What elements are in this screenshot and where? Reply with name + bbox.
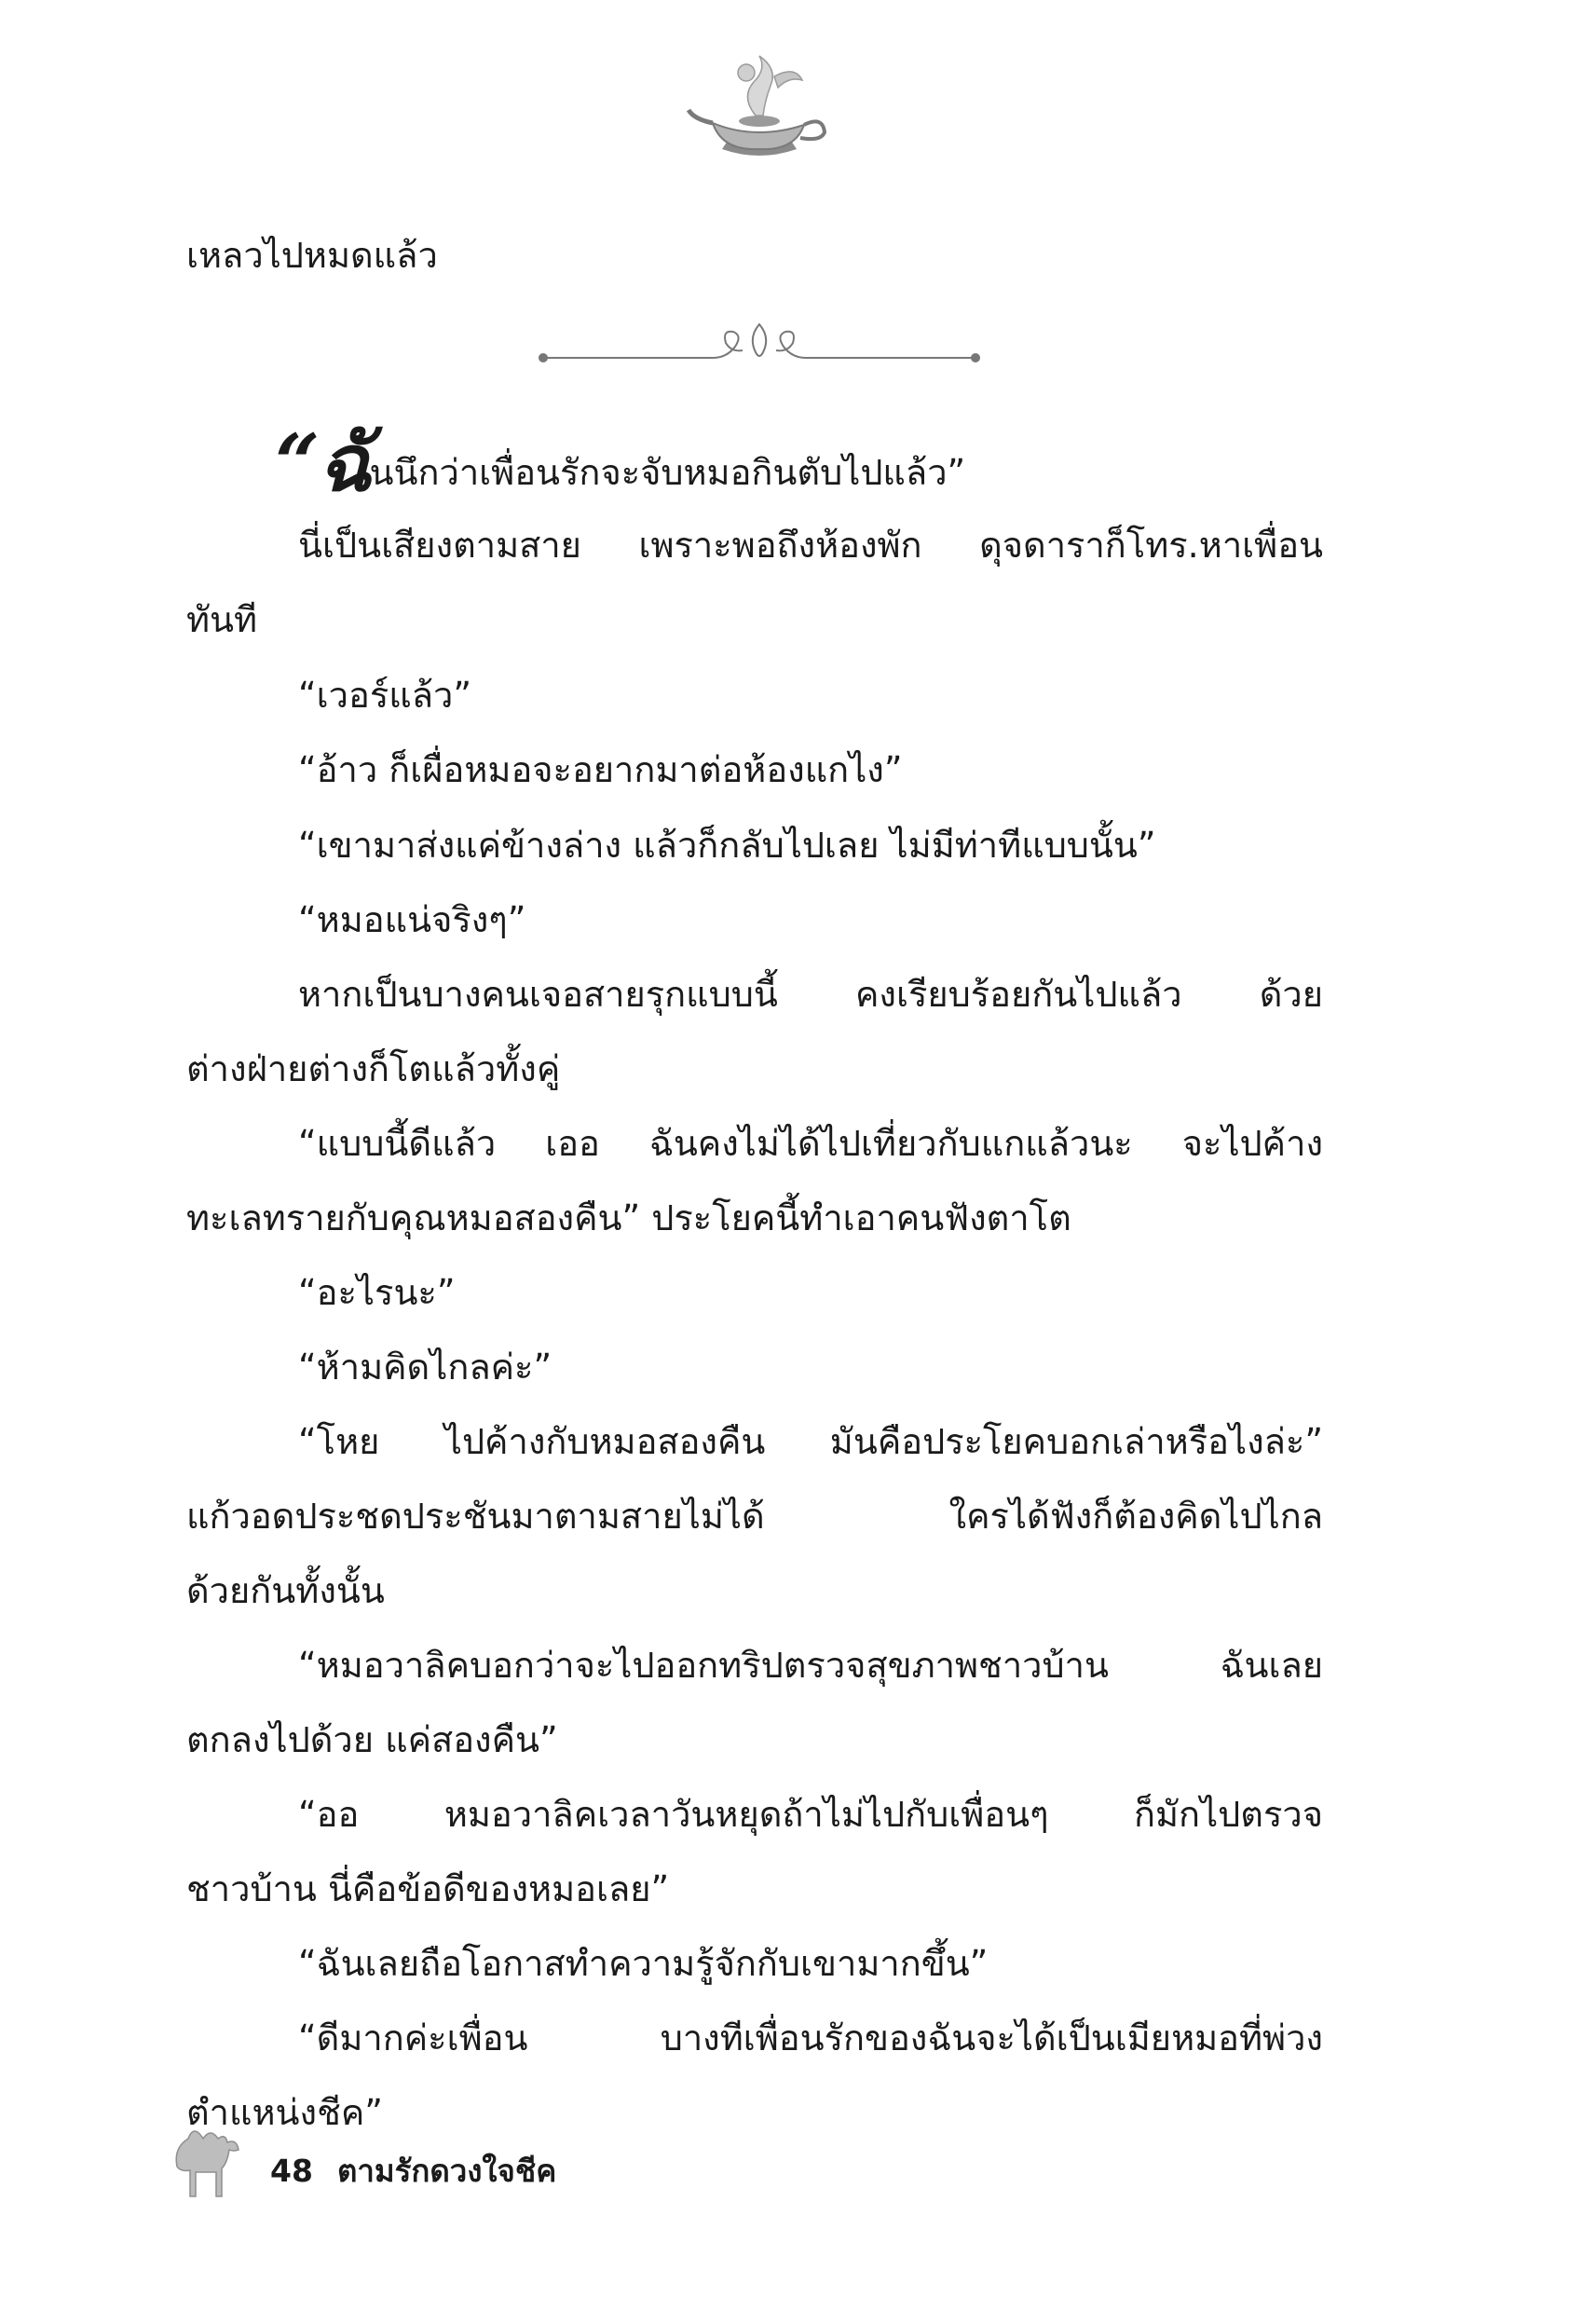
text-line: นนึกว่าเพื่อนรักจะจับหมอกินตับไปแล้ว”	[369, 452, 966, 493]
text-line: ด้วยกันทั้งนั้น	[186, 1570, 385, 1611]
scroll-divider-icon	[536, 315, 983, 380]
text-line: “อ้าว ก็เผื่อหมอจะอยากมาต่อห้องแกไง”	[298, 749, 903, 790]
text-line: ตำแหน่งชีค”	[186, 2092, 383, 2133]
text-line: “ฉันเลยถือโอกาสทำความรู้จักกับเขามากขึ้น”	[298, 1943, 989, 1984]
camel-icon	[168, 2111, 242, 2204]
text-line: นี่เป็นเสียงตามสาย เพราะพอถึงห้องพัก ดุจดาราก็โทร.หาเพื่อน	[298, 525, 1323, 566]
genie-lamp-icon	[685, 48, 834, 170]
text-line: “ห้ามคิดไกลค่ะ”	[298, 1347, 552, 1388]
text-line: “เขามาส่งแค่ข้างล่าง แล้วก็กลับไปเลย ไม่มีท่าทีแบบนั้น”	[298, 825, 1156, 866]
page-number: 48	[270, 2153, 313, 2189]
text-line: “หมอวาลิคบอกว่าจะไปออกทริปตรวจสุขภาพชาวบ้าน ฉันเลย	[298, 1645, 1323, 1686]
text-line: ทะเลทรายกับคุณหมอสองคืน” ประโยคนี้ทำเอาคนฟังตาโต	[186, 1197, 1071, 1238]
text-line: “หมอแน่จริงๆ”	[298, 899, 526, 940]
dropcap-letter: “ฉั	[275, 417, 370, 509]
text-line: “อะไรนะ”	[298, 1272, 456, 1313]
text-line: หากเป็นบางคนเจอสายรุกแบบนี้ คงเรียบร้อยกันไปแล้ว ด้วย	[298, 974, 1323, 1015]
text-line: ต่างฝ่ายต่างก็โตแล้วทั้งคู่	[186, 1048, 561, 1089]
text-line: ทันที	[186, 599, 258, 640]
page-footer	[270, 2148, 556, 2195]
dropcap-paragraph	[275, 417, 966, 509]
text-line: ชาวบ้าน นี่คือข้อดีของหมอเลย”	[186, 1868, 670, 1909]
text-line: “ออ หมอวาลิคเวลาวันหยุดถ้าไม่ไปกับเพื่อนๆ ก็มักไปตรวจ	[298, 1794, 1323, 1835]
book-title: ตามรักดวงใจชีค	[336, 2153, 557, 2189]
text-line: “โหย ไปค้างกับหมอสองคืน มันคือประโยคบอกเล่าหรือไงล่ะ”	[298, 1421, 1323, 1462]
text-line: ตกลงไปด้วย แค่สองคืน”	[186, 1719, 558, 1760]
text-line: แก้วอดประชดประชันมาตามสายไม่ได้ ใครได้ฟังก็ต้องคิดไปไกล	[186, 1496, 1323, 1537]
text-line: “เวอร์แล้ว”	[298, 675, 472, 716]
text-line: เหลวไปหมดแล้ว	[186, 235, 438, 276]
text-line: “ดีมากค่ะเพื่อน บางทีเพื่อนรักของฉันจะได้เป็นเมียหมอที่พ่วง	[298, 2017, 1323, 2058]
text-line: “แบบนี้ดีแล้ว เออ ฉันคงไม่ได้ไปเที่ยวกับแกแล้วนะ จะไปค้าง	[298, 1123, 1323, 1164]
